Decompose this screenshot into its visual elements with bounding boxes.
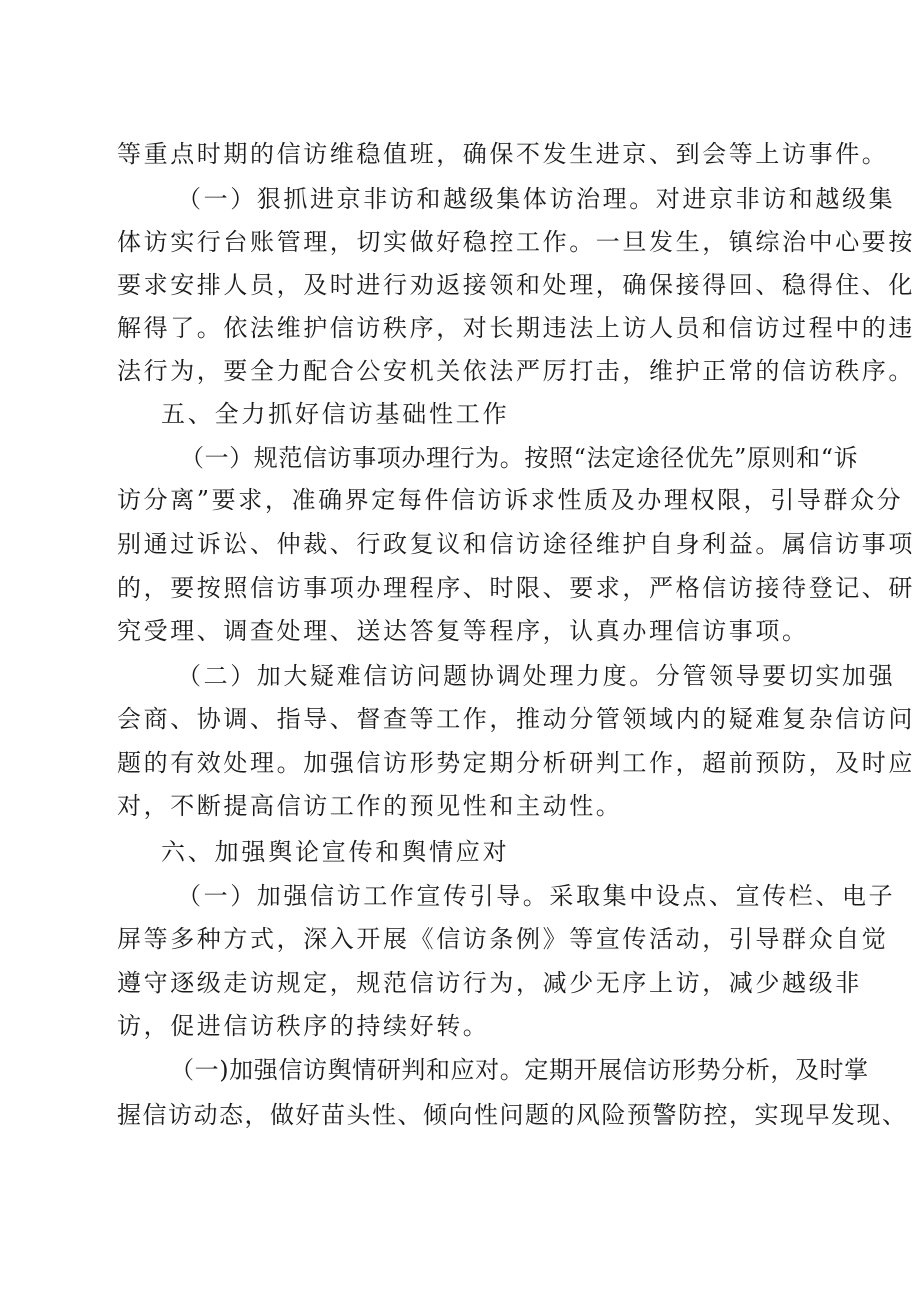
text-line-20: 遵守逐级走访规定，规范信访行为，减少无序上访，减少越级非 <box>117 969 862 997</box>
text-line-10: 别通过诉讼、仲裁、行政复议和信访途径维护自身利益。属信访事项 <box>117 530 915 558</box>
text-line-1: 等重点时期的信访维稳值班，确保不发生进京、到会等上访事件。 <box>117 140 889 168</box>
paragraph-start-2: （一）规范信访事项办理行为。按照“法定途径优先”原则和“诉 <box>180 444 859 472</box>
text-line-15: 题的有效处理。加强信访形势定期分析研判工作，超前预防，及时应 <box>117 749 915 777</box>
paragraph-start-4: （一）加强信访工作宣传引导。采取集中设点、宣传栏、电子 <box>177 882 896 910</box>
text-line-23: 握信访动态，做好苗头性、倾向性问题的风险预警防控，实现早发现、 <box>117 1101 908 1129</box>
section-heading-6: 六、加强舆论宣传和舆情应对 <box>161 838 510 866</box>
text-line-5: 解得了。依法维护信访秩序，对长期违法上访人员和信访过程中的违 <box>117 314 915 342</box>
text-line-3: 体访实行台账管理，切实做好稳控工作。一旦发生，镇综治中心要按 <box>117 228 915 256</box>
paragraph-start-5: （一)加强信访舆情研判和应对。定期开展信访形势分析，及时掌 <box>170 1056 869 1084</box>
paragraph-start-1: （一）狠抓进京非访和越级集体访治理。对进京非访和越级集 <box>177 185 896 213</box>
paragraph-start-3: （二）加大疑难信访问题协调处理力度。分管领导要切实加强 <box>177 662 896 690</box>
text-line-6: 法行为，要全力配合公安机关依法严厉打击，维护正常的信访秩序。 <box>117 357 915 385</box>
text-line-4: 要求安排人员，及时进行劝返接领和处理，确保接得回、稳得住、化 <box>117 271 915 299</box>
text-line-21: 访，促进信访秩序的持续好转。 <box>117 1012 490 1040</box>
text-line-19: 屏等多种方式，深入开展《信访条例》等宣传活动，引导群众自觉 <box>117 925 889 953</box>
text-line-14: 会商、协调、指导、督查等工作，推动分管领域内的疑难复杂信访问 <box>117 705 915 733</box>
text-line-12: 究受理、调查处理、送达答复等程序，认真办理信访事项。 <box>117 617 809 645</box>
text-line-11: 的，要按照信访事项办理程序、时限、要求，严格信访接待登记、研 <box>117 574 915 602</box>
section-heading-5: 五、全力抓好信访基础性工作 <box>161 400 510 428</box>
text-line-9: 访分离”要求，准确界定每件信访诉求性质及办理权限，引导群众分 <box>117 486 904 514</box>
text-line-16: 对，不断提高信访工作的预见性和主动性。 <box>117 792 623 820</box>
